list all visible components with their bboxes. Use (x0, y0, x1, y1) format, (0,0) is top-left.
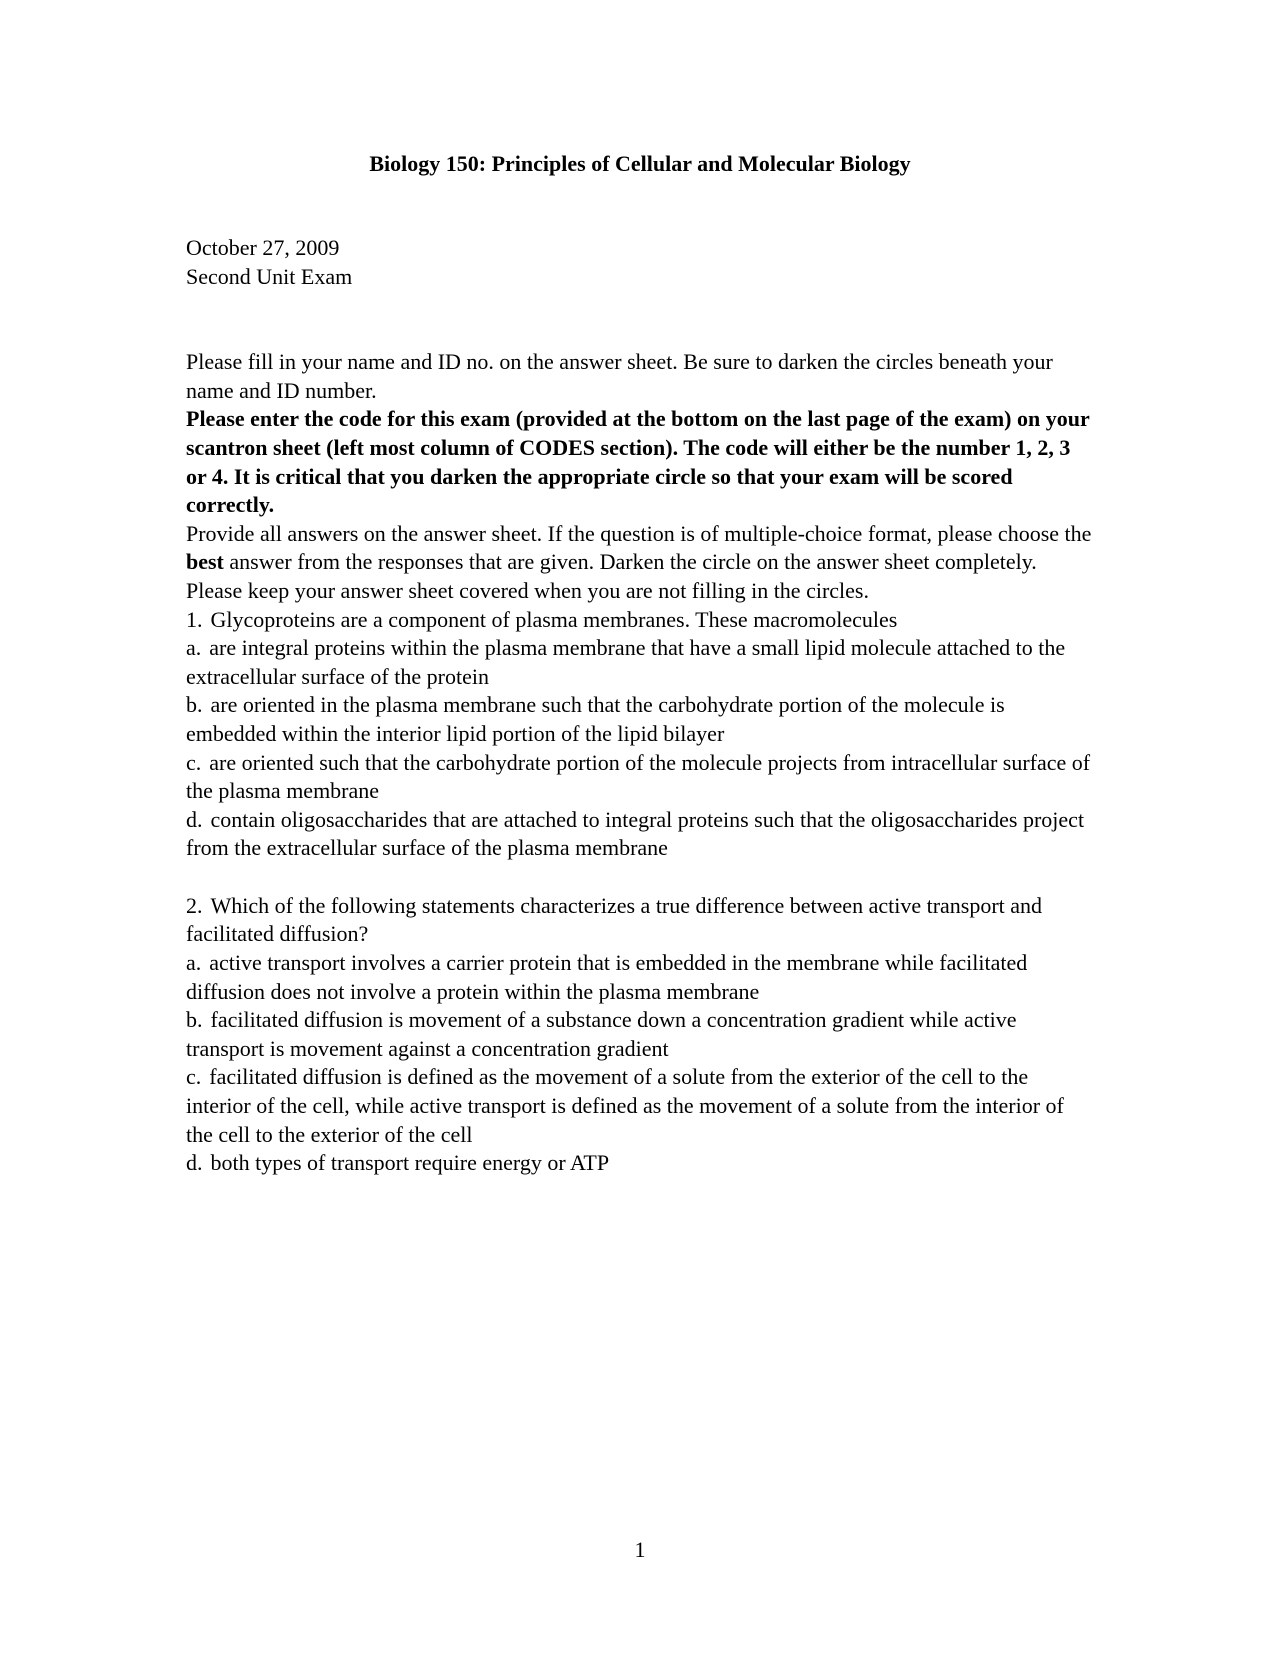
option-letter: d. (186, 806, 203, 832)
instruction-answers-part2: answer from the responses that are given. Darken the circle on the answer sheet completely. Please keep your answer sheet covered when you are not filling in the circles. (186, 549, 1037, 603)
option-letter: b. (186, 1007, 203, 1033)
option-letter: c. (186, 1064, 202, 1090)
instruction-answers-emphasis: best (186, 549, 224, 575)
question-text: Glycoproteins are a component of plasma membranes. These macromolecules (210, 606, 898, 632)
option-text: are integral proteins within the plasma membrane that have a small lipid molecule attached to the extracellular surface of the protein (186, 635, 1066, 689)
option-letter: a. (186, 635, 202, 661)
question-number: 1. (186, 606, 203, 632)
option-letter: b. (186, 692, 203, 718)
question-1-options (186, 634, 1094, 863)
page-number: 1 (634, 1537, 646, 1562)
question-1-stem (186, 606, 1094, 635)
option-text: both types of transport require energy or ATP (210, 1150, 610, 1176)
option-letter: d. (186, 1150, 203, 1176)
option-letter: c. (186, 749, 202, 775)
question-number: 2. (186, 892, 203, 918)
instruction-answers (186, 520, 1094, 606)
option-text: facilitated diffusion is movement of a substance down a concentration gradient while active transport is movement against a concentration gradient (186, 1007, 1017, 1061)
option-b (186, 1006, 1094, 1063)
instruction-fill-in: Please fill in your name and ID no. on the answer sheet. Be sure to darken the circles beneath your name and ID number. (186, 349, 1053, 403)
option-text: are oriented in the plasma membrane such that the carbohydrate portion of the molecule is embedded within the interior lipid portion of the lipid bilayer (186, 692, 1005, 746)
option-letter: a. (186, 950, 202, 976)
option-text: are oriented such that the carbohydrate portion of the molecule projects from intracellular surface of the plasma membrane (186, 749, 1091, 804)
exam-date: October 27, 2009 (186, 235, 340, 260)
option-text: contain oligosaccharides that are attached to integral proteins such that the oligosaccharides project from the extracellular surface of the plasma membrane (186, 806, 1085, 861)
question-2-options (186, 949, 1094, 1178)
option-c (186, 1063, 1094, 1149)
option-d (186, 806, 1094, 863)
option-c (186, 749, 1094, 806)
option-text: facilitated diffusion is defined as the movement of a solute from the exterior of the cell to the interior of the cell, while active transport is defined as the movement of a solute from the interior of the cell to the exterior of the cell (186, 1064, 1064, 1147)
question-2-stem (186, 892, 1094, 949)
option-b (186, 691, 1094, 748)
exam-header-info (186, 234, 1094, 291)
exam-title: Biology 150: Principles of Cellular and Molecular Biology (369, 151, 911, 176)
option-text: active transport involves a carrier protein that is embedded in the membrane while facilitated diffusion does not involve a protein within the plasma membrane (186, 950, 1028, 1004)
instruction-code-notice: Please enter the code for this exam (provided at the bottom on the last page of the exam) on your scantron sheet (left most column of CODES section). The code will either be the number 1, 2, 3 or 4. It is critical that you darken the appropriate circle so that your exam will be scored correctly. (186, 406, 1090, 518)
option-a (186, 949, 1094, 1006)
exam-content (186, 234, 1094, 1207)
option-a (186, 634, 1094, 691)
instruction-answers-part1: Provide all answers on the answer sheet. If the question is of multiple-choice format, please choose the (186, 520, 1092, 546)
exam-name: Second Unit Exam (186, 263, 353, 289)
question-text: Which of the following statements characterizes a true difference between active transport and facilitated diffusion? (186, 892, 1043, 947)
option-d (186, 1149, 1094, 1178)
